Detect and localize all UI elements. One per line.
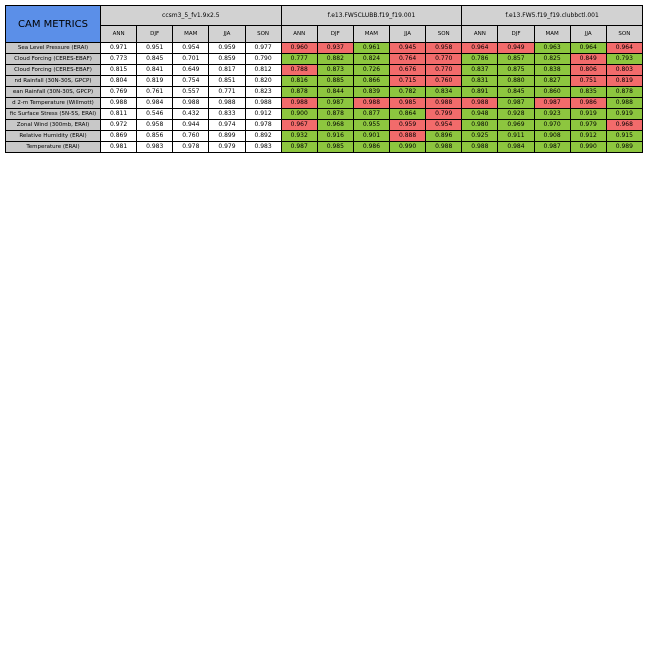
metric-value-cell: 0.788 (281, 65, 317, 76)
metric-value-cell: 0.990 (570, 142, 606, 153)
metric-name: Cloud Forcing (CERES-EBAF) (6, 65, 101, 76)
metric-value-cell: 0.892 (245, 131, 281, 142)
metric-value-cell: 0.819 (606, 76, 642, 87)
metric-value-cell: 0.985 (317, 142, 353, 153)
metric-value-cell: 0.960 (281, 43, 317, 54)
metric-value-cell: 0.988 (281, 98, 317, 109)
metric-value-cell: 0.835 (570, 87, 606, 98)
metric-value-cell: 0.777 (281, 54, 317, 65)
metric-value-cell: 0.824 (353, 54, 389, 65)
metric-name: d 2-m Temperature (Willmott) (6, 98, 101, 109)
metric-value-cell: 0.915 (606, 131, 642, 142)
metric-value-cell: 0.983 (245, 142, 281, 153)
case-header: ccsm3_5_fv1.9x2.5 (101, 6, 282, 26)
case-header: f.e13.FW5.f19_f19.clubbctl.001 (462, 6, 643, 26)
metric-value-cell: 0.901 (353, 131, 389, 142)
metric-value-cell: 0.987 (281, 142, 317, 153)
metric-value-cell: 0.908 (534, 131, 570, 142)
metric-value-cell: 0.959 (209, 43, 245, 54)
metric-value-cell: 0.815 (101, 65, 137, 76)
metric-value-cell: 0.980 (462, 120, 498, 131)
metric-value-cell: 0.923 (534, 109, 570, 120)
metric-value-cell: 0.849 (570, 54, 606, 65)
metric-value-cell: 0.866 (353, 76, 389, 87)
metric-value-cell: 0.838 (534, 65, 570, 76)
table-row (6, 76, 643, 87)
metric-name: fic Surface Stress (5N-5S, ERAI) (6, 109, 101, 120)
case-header-row (6, 6, 643, 26)
metric-value-cell: 0.786 (462, 54, 498, 65)
table-row (6, 131, 643, 142)
season-header: SON (245, 26, 281, 43)
metric-name: Relative Humidity (ERAI) (6, 131, 101, 142)
metric-value-cell: 0.968 (606, 120, 642, 131)
season-header: SON (426, 26, 462, 43)
metric-value-cell: 0.900 (281, 109, 317, 120)
metric-value-cell: 0.968 (317, 120, 353, 131)
metric-value-cell: 0.964 (570, 43, 606, 54)
metric-value-cell: 0.770 (426, 65, 462, 76)
metric-value-cell: 0.701 (173, 54, 209, 65)
metric-name: nd Rainfall (30N-30S, GPCP) (6, 76, 101, 87)
metric-value-cell: 0.803 (606, 65, 642, 76)
metric-value-cell: 0.676 (390, 65, 426, 76)
season-header: DJF (137, 26, 173, 43)
table-title: CAM METRICS (6, 6, 101, 43)
season-header: ANN (101, 26, 137, 43)
metric-value-cell: 0.804 (101, 76, 137, 87)
metric-value-cell: 0.845 (137, 54, 173, 65)
metric-name: ean Rainfall (30N-30S, GPCP) (6, 87, 101, 98)
metric-value-cell: 0.816 (281, 76, 317, 87)
metric-value-cell: 0.878 (281, 87, 317, 98)
metric-value-cell: 0.919 (570, 109, 606, 120)
metric-value-cell: 0.988 (245, 98, 281, 109)
metric-value-cell: 0.958 (426, 43, 462, 54)
table-row (6, 109, 643, 120)
metric-value-cell: 0.979 (209, 142, 245, 153)
case-header: f.e13.FW5CLUBB.f19_f19.001 (281, 6, 462, 26)
table-row (6, 43, 643, 54)
metric-value-cell: 0.988 (462, 142, 498, 153)
metric-value-cell: 0.771 (209, 87, 245, 98)
metric-value-cell: 0.859 (209, 54, 245, 65)
metric-value-cell: 0.987 (317, 98, 353, 109)
metric-value-cell: 0.834 (426, 87, 462, 98)
metric-name: Cloud Forcing (CERES-EBAF) (6, 54, 101, 65)
metric-value-cell: 0.649 (173, 65, 209, 76)
metric-value-cell: 0.959 (390, 120, 426, 131)
metric-value-cell: 0.990 (390, 142, 426, 153)
metric-value-cell: 0.937 (317, 43, 353, 54)
metric-value-cell: 0.987 (534, 98, 570, 109)
metric-value-cell: 0.961 (353, 43, 389, 54)
metric-value-cell: 0.751 (570, 76, 606, 87)
metric-value-cell: 0.928 (498, 109, 534, 120)
metric-value-cell: 0.726 (353, 65, 389, 76)
metric-value-cell: 0.970 (534, 120, 570, 131)
metric-value-cell: 0.944 (173, 120, 209, 131)
metric-value-cell: 0.988 (173, 98, 209, 109)
season-header: JJA (209, 26, 245, 43)
metric-value-cell: 0.977 (245, 43, 281, 54)
season-header: DJF (317, 26, 353, 43)
metric-value-cell: 0.878 (317, 109, 353, 120)
metric-value-cell: 0.986 (570, 98, 606, 109)
metric-value-cell: 0.925 (462, 131, 498, 142)
metric-value-cell: 0.837 (462, 65, 498, 76)
metric-value-cell: 0.951 (137, 43, 173, 54)
metric-value-cell: 0.857 (498, 54, 534, 65)
metric-value-cell: 0.988 (606, 98, 642, 109)
metric-value-cell: 0.955 (353, 120, 389, 131)
metric-value-cell: 0.878 (606, 87, 642, 98)
metric-value-cell: 0.971 (101, 43, 137, 54)
season-header: SON (606, 26, 642, 43)
metric-value-cell: 0.979 (570, 120, 606, 131)
metric-value-cell: 0.880 (498, 76, 534, 87)
metric-value-cell: 0.972 (101, 120, 137, 131)
metric-value-cell: 0.546 (137, 109, 173, 120)
metric-value-cell: 0.988 (426, 98, 462, 109)
metric-value-cell: 0.873 (317, 65, 353, 76)
metric-value-cell: 0.911 (498, 131, 534, 142)
metric-value-cell: 0.988 (426, 142, 462, 153)
metric-value-cell: 0.806 (570, 65, 606, 76)
metric-value-cell: 0.985 (390, 98, 426, 109)
metric-value-cell: 0.761 (137, 87, 173, 98)
metrics-body (6, 43, 643, 153)
metric-value-cell: 0.760 (173, 131, 209, 142)
metric-value-cell: 0.919 (606, 109, 642, 120)
metric-value-cell: 0.974 (209, 120, 245, 131)
metric-value-cell: 0.964 (606, 43, 642, 54)
table-row (6, 54, 643, 65)
metric-value-cell: 0.715 (390, 76, 426, 87)
metric-value-cell: 0.557 (173, 87, 209, 98)
metric-value-cell: 0.770 (426, 54, 462, 65)
metric-value-cell: 0.888 (390, 131, 426, 142)
metric-value-cell: 0.764 (390, 54, 426, 65)
season-header: JJA (570, 26, 606, 43)
season-header: DJF (498, 26, 534, 43)
metric-value-cell: 0.877 (353, 109, 389, 120)
metric-value-cell: 0.825 (534, 54, 570, 65)
metric-value-cell: 0.986 (353, 142, 389, 153)
season-header: ANN (462, 26, 498, 43)
metric-value-cell: 0.769 (101, 87, 137, 98)
metric-value-cell: 0.864 (390, 109, 426, 120)
metric-value-cell: 0.916 (317, 131, 353, 142)
metric-value-cell: 0.831 (462, 76, 498, 87)
metric-value-cell: 0.891 (462, 87, 498, 98)
metric-value-cell: 0.845 (498, 87, 534, 98)
metric-value-cell: 0.967 (281, 120, 317, 131)
metric-value-cell: 0.432 (173, 109, 209, 120)
metric-value-cell: 0.984 (137, 98, 173, 109)
metric-value-cell: 0.954 (173, 43, 209, 54)
metric-value-cell: 0.899 (209, 131, 245, 142)
metric-value-cell: 0.969 (498, 120, 534, 131)
metric-value-cell: 0.983 (137, 142, 173, 153)
metric-value-cell: 0.790 (245, 54, 281, 65)
metric-value-cell: 0.978 (245, 120, 281, 131)
metric-value-cell: 0.987 (498, 98, 534, 109)
metric-value-cell: 0.817 (209, 65, 245, 76)
season-header: MAM (353, 26, 389, 43)
metric-value-cell: 0.793 (606, 54, 642, 65)
metric-value-cell: 0.988 (462, 98, 498, 109)
metric-value-cell: 0.988 (353, 98, 389, 109)
metric-value-cell: 0.841 (137, 65, 173, 76)
metric-value-cell: 0.987 (534, 142, 570, 153)
metric-value-cell: 0.820 (245, 76, 281, 87)
metric-value-cell: 0.954 (426, 120, 462, 131)
metric-value-cell: 0.851 (209, 76, 245, 87)
table-row (6, 142, 643, 153)
metric-value-cell: 0.912 (245, 109, 281, 120)
metric-value-cell: 0.760 (426, 76, 462, 87)
metric-value-cell: 0.844 (317, 87, 353, 98)
metric-value-cell: 0.945 (390, 43, 426, 54)
metric-name: Zonal Wind (300mb, ERAI) (6, 120, 101, 131)
season-header: MAM (534, 26, 570, 43)
metric-value-cell: 0.989 (606, 142, 642, 153)
metric-value-cell: 0.823 (245, 87, 281, 98)
table-row (6, 87, 643, 98)
metric-value-cell: 0.754 (173, 76, 209, 87)
metric-value-cell: 0.958 (137, 120, 173, 131)
metric-value-cell: 0.988 (101, 98, 137, 109)
metric-value-cell: 0.812 (245, 65, 281, 76)
metric-value-cell: 0.984 (498, 142, 534, 153)
metric-value-cell: 0.819 (137, 76, 173, 87)
metric-value-cell: 0.978 (173, 142, 209, 153)
metric-value-cell: 0.860 (534, 87, 570, 98)
metrics-table (5, 5, 643, 153)
metric-value-cell: 0.856 (137, 131, 173, 142)
season-header: JJA (390, 26, 426, 43)
metric-value-cell: 0.896 (426, 131, 462, 142)
metric-value-cell: 0.988 (209, 98, 245, 109)
metric-value-cell: 0.981 (101, 142, 137, 153)
metric-value-cell: 0.799 (426, 109, 462, 120)
season-header: ANN (281, 26, 317, 43)
metric-value-cell: 0.882 (317, 54, 353, 65)
table-row (6, 65, 643, 76)
metric-value-cell: 0.773 (101, 54, 137, 65)
metric-value-cell: 0.964 (462, 43, 498, 54)
metric-value-cell: 0.833 (209, 109, 245, 120)
table-row (6, 98, 643, 109)
metric-value-cell: 0.949 (498, 43, 534, 54)
metric-value-cell: 0.885 (317, 76, 353, 87)
metric-name: Temperature (ERAI) (6, 142, 101, 153)
table-row (6, 120, 643, 131)
metric-value-cell: 0.869 (101, 131, 137, 142)
season-header-row (6, 26, 643, 43)
metric-value-cell: 0.811 (101, 109, 137, 120)
season-header: MAM (173, 26, 209, 43)
metric-value-cell: 0.782 (390, 87, 426, 98)
metric-name: Sea Level Pressure (ERAI) (6, 43, 101, 54)
metric-value-cell: 0.875 (498, 65, 534, 76)
metric-value-cell: 0.948 (462, 109, 498, 120)
metric-value-cell: 0.827 (534, 76, 570, 87)
metric-value-cell: 0.839 (353, 87, 389, 98)
metric-value-cell: 0.932 (281, 131, 317, 142)
metric-value-cell: 0.912 (570, 131, 606, 142)
metric-value-cell: 0.963 (534, 43, 570, 54)
